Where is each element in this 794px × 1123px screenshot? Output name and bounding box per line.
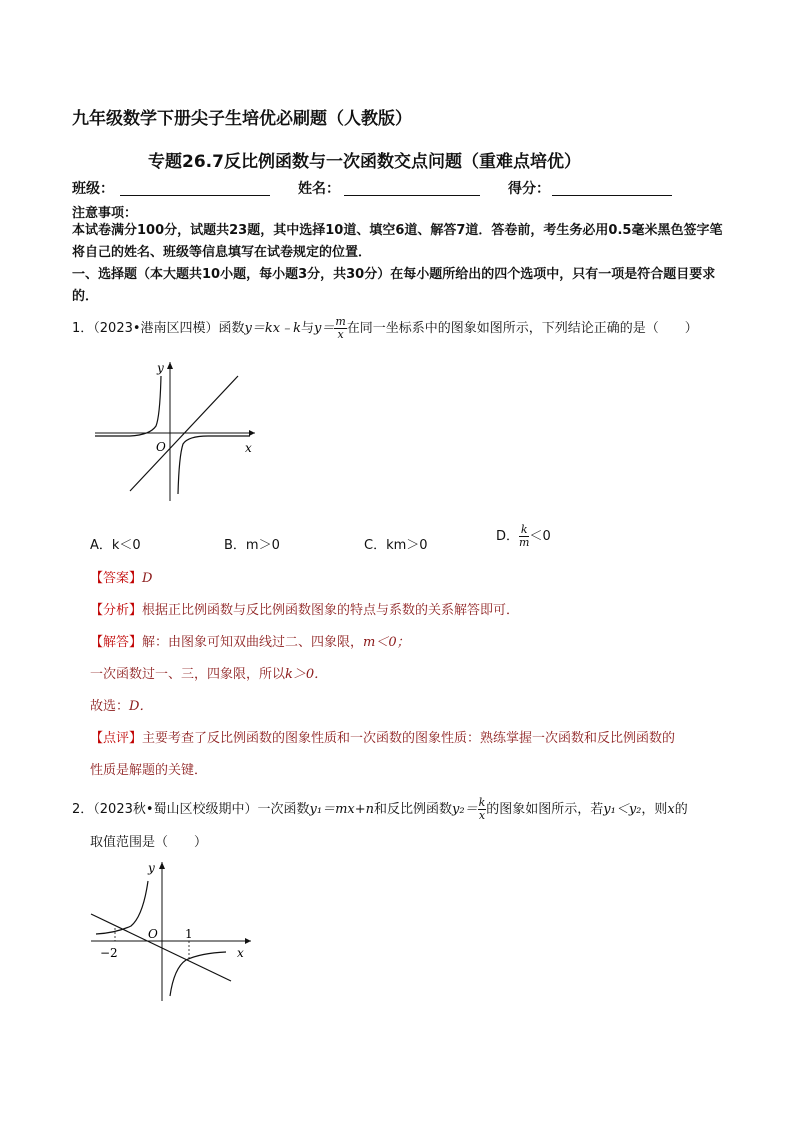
q1-answer: 【答案】D (90, 571, 153, 586)
class-blank[interactable] (120, 195, 270, 196)
q1-option-a[interactable]: A．k＜0 (90, 538, 141, 553)
q1-hyperbola-left (95, 376, 161, 436)
q2-stem: 2．（2023秋•蜀山区校级期中）一次函数y₁＝mx+n和反比例函数y₂＝ $\frac{k}{x}$ 的图象如图所示，若y₁＜y₂，则x的 (72, 796, 688, 822)
q1-hyperbola-right (178, 436, 250, 494)
score-label: 得分： (508, 181, 550, 197)
q2-x-label: x (237, 946, 244, 960)
name-blank[interactable] (344, 195, 480, 196)
q1-solution-line1: 【解答】解：由图象可知双曲线过二、四象限，m＜0； (90, 635, 410, 650)
q1-origin-label: O (156, 440, 166, 454)
document-title: 九年级数学下册尖子生培优必刷题（人教版） (72, 109, 412, 129)
document-subtitle: 专题26.7反比例函数与一次函数交点问题（重难点培优） (148, 152, 581, 172)
name-label: 姓名： (298, 181, 340, 197)
q2-y-label: y (148, 861, 155, 875)
q2-hyperbola-left (96, 881, 148, 934)
score-blank[interactable] (552, 195, 672, 196)
q1-comment-line1: 【点评】主要考查了反比例函数的图象性质和一次函数的图象性质：熟练掌握一次函数和反比例函数的 (90, 731, 676, 746)
q2-origin-label: O (148, 927, 158, 941)
section-heading: 一、选择题（本大题共10小题，每小题3分，共30分）在每小题所给出的四个选项中，只有一项是符合题目要求的． (72, 267, 716, 304)
q1-analysis: 【分析】根据正比例函数与反比例函数图象的特点与系数的关系解答即可． (90, 603, 520, 618)
notes-text: 本试卷满分100分，试题共23题，其中选择10道、填空6道、解答7道．答卷前，考生务必用0.5毫米黑色签字笔将自己的姓名、班级等信息填写在试卷规定的位置． (72, 223, 723, 260)
q2-tick-right: 1 (185, 927, 193, 941)
q1-y-arrow (167, 362, 173, 369)
q1-stem: 1．（2023•港南区四模）函数y＝kx﹣k与y＝ $\frac{m}{x}$ 在同一坐标系中的图象如图所示，下列结论正确的是（ ） (72, 315, 698, 341)
q1-solution-line2: 一次函数过一、三，四象限，所以k＞0． (90, 667, 328, 682)
q1-x-arrow (249, 430, 255, 436)
q1-comment-line2: 性质是解题的关键． (90, 763, 208, 778)
q2-fraction: $\frac{k}{x}$ (478, 796, 486, 822)
q1-choice: 故选：D． (90, 699, 153, 714)
q1-option-d[interactable]: D． $\frac{k}{m}$ ＜0 (496, 523, 551, 549)
q1-y-label: y (157, 361, 164, 375)
q1-option-c[interactable]: C．km＞0 (364, 538, 428, 553)
q1-x-label: x (245, 441, 252, 455)
q2-tick-left: −2 (100, 946, 118, 960)
student-info-row (72, 178, 722, 200)
notes-heading: 注意事项： (72, 206, 138, 221)
q2-stem-line2: 取值范围是（ ） (90, 835, 208, 850)
q1-graph (90, 356, 260, 506)
q1-fraction: $\frac{m}{x}$ (335, 315, 346, 341)
q1-option-b[interactable]: B．m＞0 (224, 538, 280, 553)
q2-graph (86, 856, 256, 1006)
q2-x-arrow (245, 938, 251, 944)
class-label: 班级： (72, 181, 114, 197)
q2-y-arrow (159, 862, 165, 869)
